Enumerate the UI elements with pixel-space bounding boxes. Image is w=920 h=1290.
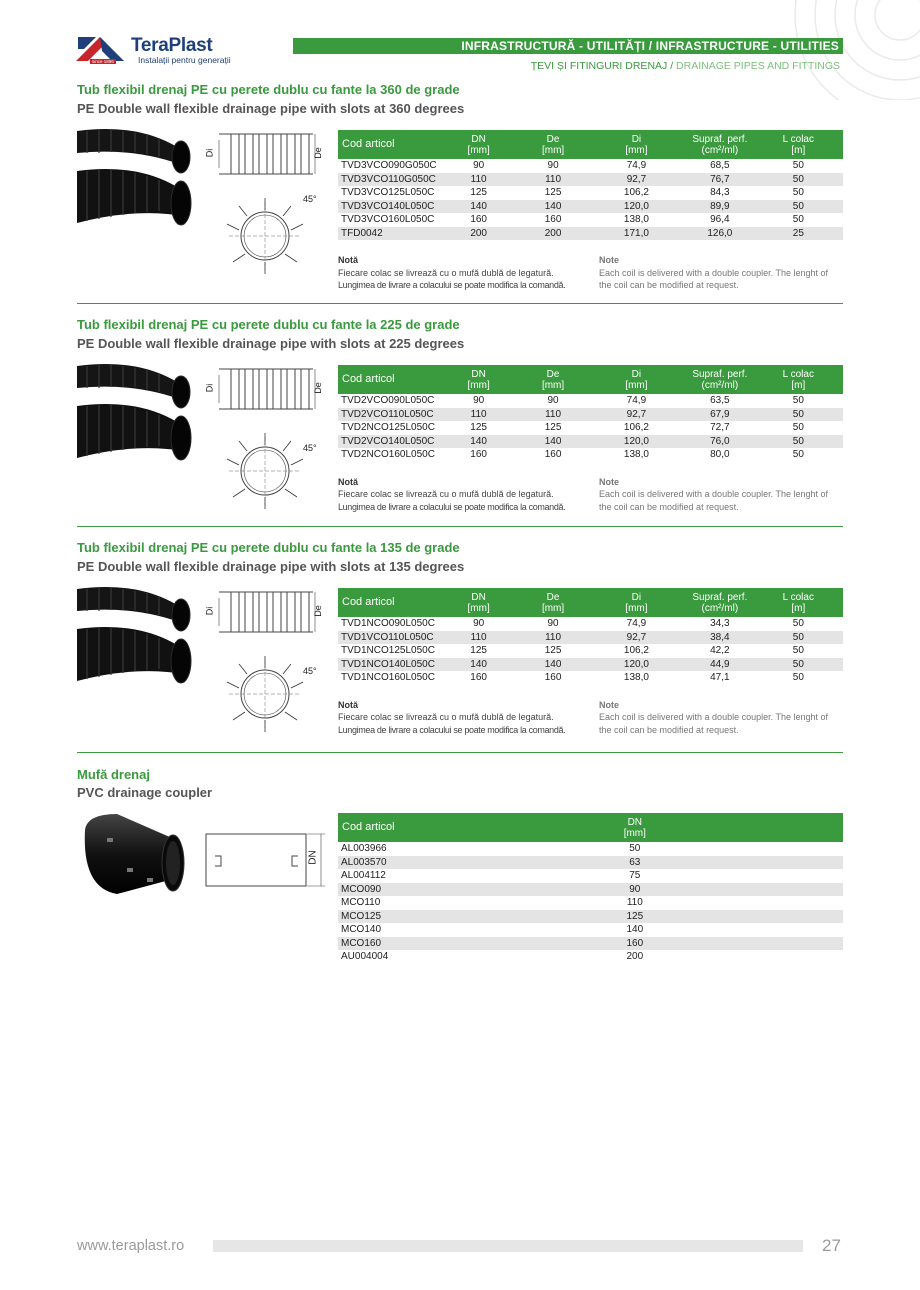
table-row (338, 896, 843, 910)
cell-lcolac: 50 (754, 408, 843, 422)
category-banner: INFRASTRUCTURĂ - UTILITĂȚI / INFRASTRUCTURE - UTILITIES (293, 38, 843, 54)
section-separator (77, 303, 843, 304)
cell-cod: MCO140 (341, 924, 382, 936)
cell-supraf: 44,9 (686, 658, 754, 672)
col-de: De [mm] (519, 130, 587, 159)
cell-cod: TVD2NCO160L050C (341, 449, 435, 461)
col-de: De [mm] (519, 588, 587, 617)
note-ro: Notă Fiecare colac se livrează cu o mufă dublă de legatură. Lungimea de livrare a colacului se poate modifica la comandă. (338, 699, 566, 735)
col-cod-articol: Cod articol (338, 588, 438, 617)
table-row (338, 200, 843, 214)
cell-dn: 125 (470, 422, 487, 434)
col-l-colac: L colac [m] (754, 365, 843, 394)
pipe-section-drawing (215, 652, 325, 732)
cell-dn: 160 (470, 214, 487, 226)
cell-dn: 110 (626, 897, 643, 909)
page-number: 27 (822, 1236, 841, 1255)
cell-cod: MCO125 (338, 910, 451, 924)
cell-de: 125 (544, 187, 562, 199)
de-label: De (312, 147, 323, 159)
angle-label: 45° (303, 194, 317, 204)
cell-cod: AL003570 (338, 856, 451, 870)
cell-cod: TVD1VCO110L050C (338, 631, 438, 645)
cell-di: 74,9 (626, 160, 647, 172)
table-row (338, 394, 843, 408)
cell-cod: TVD2VCO090L050C (341, 395, 435, 407)
cell-di: 74,9 (626, 395, 647, 407)
cell-dn: 110 (438, 631, 519, 645)
table-row (338, 869, 843, 883)
cell-di: 138,0 (623, 672, 649, 684)
di-label: Di (204, 148, 215, 158)
cell-cod: TVD3VCO090G050C (341, 160, 437, 172)
cell-de: 200 (519, 227, 587, 241)
pipe-photo (77, 362, 192, 462)
footer-bar (213, 1240, 803, 1252)
cell-supraf: 76,7 (686, 173, 754, 187)
cell-de: 110 (519, 408, 587, 422)
cell-lcolac: 50 (754, 435, 843, 449)
cell-cod: TFD0042 (338, 227, 438, 241)
coupler-dn-label: DN (307, 850, 319, 865)
table-row (338, 617, 843, 631)
pipe-photo (77, 585, 192, 685)
cell-lcolac: 50 (792, 672, 804, 684)
col-l-colac: L colac [m] (754, 130, 843, 159)
cell-dn: 125 (470, 187, 487, 199)
cell-de: 160 (544, 449, 562, 461)
cell-cod: TVD1NCO090L050C (341, 618, 435, 630)
section-title: Tub flexibil drenaj PE cu perete dublu cu fante la 135 de grade (77, 540, 460, 555)
note-en: Note Each coil is delivered with a double coupler. The lenght of the coil can be modified at request. (599, 476, 828, 512)
angle-label: 45° (303, 443, 317, 453)
cell-de: 90 (547, 618, 559, 630)
cell-cod: TVD1NCO160L050C (341, 672, 435, 684)
table-row (338, 173, 843, 187)
cell-di: 138,0 (623, 214, 649, 226)
cell-lcolac: 50 (792, 618, 804, 630)
cell-dn: 200 (438, 227, 519, 241)
col-di: Di [mm] (587, 588, 686, 617)
pipe-photo (77, 127, 192, 227)
cell-dn: 140 (438, 200, 519, 214)
cell-de: 140 (519, 435, 587, 449)
cell-di: 120,0 (587, 435, 686, 449)
table-row (338, 421, 843, 435)
di-label: Di (204, 606, 215, 616)
cell-lcolac: 50 (754, 200, 843, 214)
table-row (338, 435, 843, 449)
table-row (338, 856, 843, 870)
note-ro: Notă Fiecare colac se livrează cu o mufă dublă de legatură. Lungimea de livrare a colacului se poate modifica la comandă. (338, 255, 566, 290)
spec-table (338, 365, 843, 462)
de-label: De (312, 605, 323, 617)
cell-de: 90 (547, 395, 559, 407)
table-row (338, 227, 843, 241)
cell-dn: 50 (629, 843, 641, 855)
footer-url[interactable]: www.teraplast.ro (77, 1238, 185, 1254)
cell-di: 74,9 (626, 618, 647, 630)
col-di: Di [mm] (587, 130, 686, 159)
cell-lcolac: 50 (792, 214, 804, 226)
cell-dn: 90 (473, 160, 485, 172)
table-row (338, 408, 843, 422)
cell-dn: 140 (438, 435, 519, 449)
col-dn: DN [mm] (438, 365, 519, 394)
cell-dn: 90 (473, 618, 485, 630)
cell-supraf: 76,0 (686, 435, 754, 449)
table-row (338, 644, 843, 658)
teraplast-logo (76, 33, 246, 69)
col-cod-articol: Cod articol (338, 365, 438, 394)
cell-cod: TVD3VCO110G050C (338, 173, 438, 187)
col-dn: DN [mm] (438, 130, 519, 159)
col-l-colac: L colac [m] (754, 588, 843, 617)
cell-cod: AL003966 (341, 843, 387, 855)
cell-dn: 125 (451, 910, 818, 924)
cell-lcolac: 50 (792, 160, 804, 172)
cell-supraf: 38,4 (686, 631, 754, 645)
cell-lcolac: 50 (792, 645, 804, 657)
cell-di: 120,0 (587, 200, 686, 214)
table-row (338, 186, 843, 200)
cell-supraf: 42,2 (710, 645, 730, 657)
cell-lcolac: 50 (792, 187, 804, 199)
cell-lcolac: 50 (754, 631, 843, 645)
cell-dn: 140 (626, 924, 644, 936)
logo-since: since 1896 (92, 59, 114, 64)
angle-label: 45° (303, 666, 317, 676)
cell-dn: 90 (451, 883, 818, 897)
cell-supraf: 34,3 (710, 618, 730, 630)
cell-de: 110 (519, 173, 587, 187)
section-title: Tub flexibil drenaj PE cu perete dublu cu fante la 225 de grade (77, 317, 460, 332)
cell-cod: TVD3VCO125L050C (341, 187, 435, 199)
logo-brand: TeraPlast (131, 35, 213, 56)
table-row (338, 910, 843, 924)
table-row (338, 923, 843, 937)
pipe-section-drawing (215, 194, 325, 274)
cell-dn: 140 (438, 658, 519, 672)
cell-cod: AU004004 (341, 951, 389, 963)
cell-dn: 160 (451, 937, 818, 951)
cell-di: 92,7 (587, 408, 686, 422)
cell-di: 171,0 (587, 227, 686, 241)
section-subtitle: PE Double wall flexible drainage pipe with slots at 225 degrees (77, 336, 465, 351)
cell-cod: MCO090 (338, 883, 451, 897)
col-supraf-perf: Supraf. perf. (cm²/ml) (686, 588, 754, 617)
spec-table (338, 130, 843, 240)
section-separator (77, 526, 843, 527)
cell-supraf: 126,0 (686, 227, 754, 241)
table-row (338, 448, 843, 462)
cell-di: 92,7 (587, 173, 686, 187)
cell-cod: TVD2NCO125L050C (341, 422, 435, 434)
col-dn: DN [mm] (451, 813, 818, 842)
coupler-subtitle: PVC drainage coupler (77, 785, 213, 800)
cell-dn: 75 (629, 870, 641, 882)
cell-de: 160 (544, 672, 562, 684)
cell-di: 106,2 (623, 187, 649, 199)
table-row (338, 658, 843, 672)
cell-di: 120,0 (587, 658, 686, 672)
cell-cod: TVD1NCO125L050C (341, 645, 435, 657)
cell-lcolac: 50 (754, 658, 843, 672)
cell-dn: 160 (470, 449, 487, 461)
cell-de: 90 (547, 160, 559, 172)
spec-table (338, 588, 843, 685)
col-di: Di [mm] (587, 365, 686, 394)
cell-dn: 90 (473, 395, 485, 407)
cell-supraf: 84,3 (710, 187, 730, 199)
cell-cod: MCO160 (338, 937, 451, 951)
cell-lcolac: 50 (792, 395, 804, 407)
cell-lcolac: 25 (754, 227, 843, 241)
cell-dn: 110 (438, 408, 519, 422)
coupler-drawing (203, 830, 328, 892)
table-row (338, 159, 843, 173)
cell-cod: MCO110 (341, 897, 381, 909)
section-title: Tub flexibil drenaj PE cu perete dublu cu fante la 360 de grade (77, 82, 460, 97)
col-supraf-perf: Supraf. perf. (cm²/ml) (686, 365, 754, 394)
cell-cod: AL004112 (341, 870, 386, 882)
cell-de: 140 (519, 658, 587, 672)
col-de: De [mm] (519, 365, 587, 394)
coupler-photo (77, 808, 187, 898)
cell-dn: 110 (438, 173, 519, 187)
subcategory-label: ȚEVI ȘI FITINGURI DRENAJ / DRAINAGE PIPES AND FITTINGS (530, 60, 840, 72)
col-cod-articol: Cod articol (338, 813, 451, 842)
cell-dn: 160 (470, 672, 487, 684)
cell-cod: TVD3VCO140L050C (338, 200, 438, 214)
cell-supraf: 80,0 (710, 449, 730, 461)
note-en: Note Each coil is delivered with a double coupler. The lenght of the coil can be modified at request. (599, 699, 828, 735)
section-subtitle: PE Double wall flexible drainage pipe with slots at 135 degrees (77, 559, 465, 574)
cell-de: 140 (519, 200, 587, 214)
cell-di: 106,2 (623, 645, 649, 657)
cell-supraf: 89,9 (686, 200, 754, 214)
cell-dn: 125 (470, 645, 487, 657)
cell-cod: TVD1NCO140L050C (338, 658, 438, 672)
cell-de: 110 (519, 631, 587, 645)
table-row (338, 842, 843, 856)
section-separator (77, 752, 843, 753)
cell-lcolac: 50 (792, 449, 804, 461)
pipe-side-drawing (205, 588, 330, 636)
logo-tagline: Instalații pentru generații (138, 55, 231, 65)
table-row (338, 937, 843, 951)
table-row (338, 883, 843, 897)
note-en: Note Each coil is delivered with a double coupler. The lenght of the coil can be modified at request. (599, 255, 828, 290)
cell-supraf: 68,5 (710, 160, 730, 172)
note-ro: Notă Fiecare colac se livrează cu o mufă dublă de legatură. Lungimea de livrare a colacului se poate modifica la comandă. (338, 476, 566, 512)
coupler-title: Mufă drenaj (77, 767, 150, 782)
cell-supraf: 72,7 (710, 422, 730, 434)
coupler-table (338, 813, 843, 964)
col-supraf-perf: Supraf. perf. (cm²/ml) (686, 130, 754, 159)
cell-supraf: 96,4 (710, 214, 730, 226)
pipe-section-drawing (215, 429, 325, 509)
cell-dn: 63 (451, 856, 818, 870)
table-row (338, 950, 843, 964)
cell-di: 92,7 (587, 631, 686, 645)
table-row (338, 213, 843, 227)
pipe-side-drawing (205, 365, 330, 413)
col-dn: DN [mm] (438, 588, 519, 617)
cell-supraf: 67,9 (686, 408, 754, 422)
cell-de: 160 (544, 214, 562, 226)
col-cod-articol: Cod articol (338, 130, 438, 159)
cell-cod: TVD2VCO140L050C (338, 435, 438, 449)
cell-di: 106,2 (623, 422, 649, 434)
cell-supraf: 63,5 (710, 395, 730, 407)
cell-de: 125 (544, 645, 562, 657)
de-label: De (312, 382, 323, 394)
cell-lcolac: 50 (792, 422, 804, 434)
cell-cod: TVD3VCO160L050C (341, 214, 435, 226)
pipe-side-drawing (205, 130, 330, 178)
table-row (338, 671, 843, 685)
cell-supraf: 47,1 (710, 672, 730, 684)
cell-dn: 200 (626, 951, 644, 963)
di-label: Di (204, 383, 215, 393)
cell-de: 125 (544, 422, 562, 434)
cell-lcolac: 50 (754, 173, 843, 187)
table-row (338, 631, 843, 645)
cell-di: 138,0 (623, 449, 649, 461)
cell-cod: TVD2VCO110L050C (338, 408, 438, 422)
section-subtitle: PE Double wall flexible drainage pipe with slots at 360 degrees (77, 101, 465, 116)
